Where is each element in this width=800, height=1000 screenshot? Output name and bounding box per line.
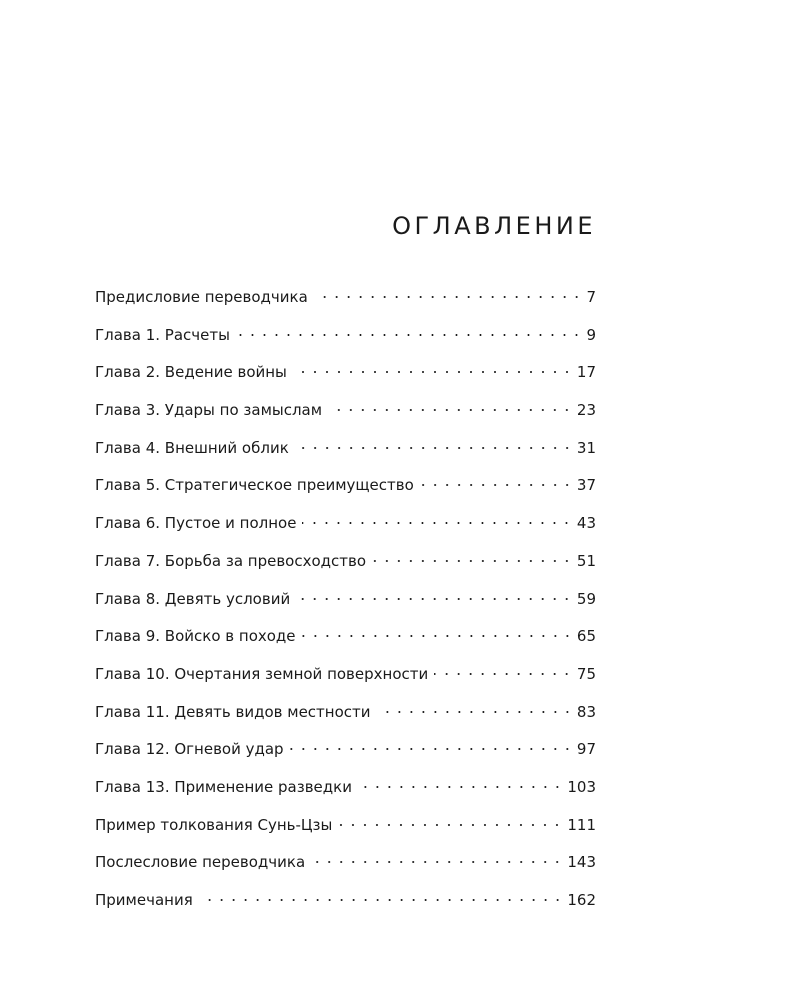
toc-entry-page: 83 <box>576 702 596 721</box>
toc-entry[interactable] <box>95 661 596 699</box>
toc-dot-leader <box>420 483 573 487</box>
toc-entry[interactable] <box>95 548 596 586</box>
toc-entry-page: 59 <box>576 589 596 608</box>
toc-entry-label: Глава 6. Пустое и полное <box>95 514 297 533</box>
toc-entry-page: 65 <box>576 627 596 646</box>
toc-entry-label: Послесловие переводчика <box>95 853 306 872</box>
toc-entry-page: 162 <box>567 891 596 909</box>
toc-entry-label: Глава 10. Очертания земной поверхности <box>95 664 429 683</box>
toc-entry-page: 9 <box>586 325 596 344</box>
toc-entry[interactable] <box>95 699 596 737</box>
toc-entry[interactable] <box>95 397 596 435</box>
toc-entry[interactable] <box>95 510 596 548</box>
toc-entry-label: Глава 3. Удары по замыслам <box>95 401 323 420</box>
toc-entry[interactable] <box>95 435 596 473</box>
toc-entry-label: Глава 5. Стратегическое преимущество <box>95 476 414 495</box>
toc-title: ОГЛАВЛЕНИЕ <box>392 212 596 240</box>
toc-entry-page: 7 <box>586 288 596 306</box>
toc-dot-leader <box>199 898 564 902</box>
toc-entry-page: 31 <box>576 438 596 457</box>
toc-entry-page: 51 <box>576 551 596 570</box>
toc-entry[interactable] <box>95 736 596 774</box>
toc-entry-page: 43 <box>576 514 596 533</box>
toc-dot-leader <box>372 559 573 563</box>
toc-dot-leader <box>328 408 573 412</box>
toc-dot-leader <box>434 672 573 676</box>
toc-entry-page: 111 <box>567 815 596 834</box>
toc-entry-label: Глава 11. Девять видов местности <box>95 702 371 721</box>
toc-entry-label: Глава 12. Огневой удар <box>95 740 284 759</box>
toc-entry[interactable] <box>95 472 596 510</box>
toc-entry-page: 17 <box>576 363 596 382</box>
toc-dot-leader <box>358 785 563 789</box>
toc-entry-page: 103 <box>567 777 596 796</box>
toc-entry-label: Глава 9. Войско в походе <box>95 627 296 646</box>
toc-dot-leader <box>302 521 572 525</box>
toc-dot-leader <box>236 333 582 337</box>
toc-entry-page: 75 <box>576 664 596 683</box>
toc-entry[interactable] <box>95 284 596 322</box>
toc-entry[interactable] <box>95 849 596 887</box>
toc-entry-label: Глава 7. Борьба за превосходство <box>95 551 367 570</box>
toc-entry[interactable] <box>95 887 596 925</box>
toc-entry-page: 97 <box>576 740 596 759</box>
toc-dot-leader <box>302 634 573 638</box>
toc-entry[interactable] <box>95 812 596 850</box>
toc-dot-leader <box>311 860 563 864</box>
toc-dot-leader <box>314 295 583 299</box>
toc-dot-leader <box>290 747 573 751</box>
toc-entry[interactable] <box>95 774 596 812</box>
toc-entry[interactable] <box>95 623 596 661</box>
toc-entry[interactable] <box>95 322 596 360</box>
toc-entry[interactable] <box>95 586 596 624</box>
toc-entry-label: Примечания <box>95 891 193 909</box>
toc-dot-leader <box>296 597 573 601</box>
toc-dot-leader <box>338 823 563 827</box>
toc-entry-label: Глава 4. Внешний облик <box>95 438 289 457</box>
toc-entry-label: Глава 8. Девять условий <box>95 589 291 608</box>
toc-list <box>95 284 596 925</box>
toc-entry-page: 143 <box>567 853 596 872</box>
toc-dot-leader <box>293 370 573 374</box>
toc-entry-label: Глава 13. Применение разведки <box>95 777 352 796</box>
toc-entry-label: Глава 2. Ведение войны <box>95 363 287 382</box>
toc-dot-leader <box>295 446 573 450</box>
toc-entry-label: Пример толкования Сунь-Цзы <box>95 815 333 834</box>
toc-entry[interactable] <box>95 359 596 397</box>
toc-dot-leader <box>377 710 573 714</box>
toc-entry-label: Предисловие переводчика <box>95 288 308 306</box>
toc-entry-page: 37 <box>576 476 596 495</box>
toc-entry-label: Глава 1. Расчеты <box>95 325 230 344</box>
toc-entry-page: 23 <box>576 401 596 420</box>
